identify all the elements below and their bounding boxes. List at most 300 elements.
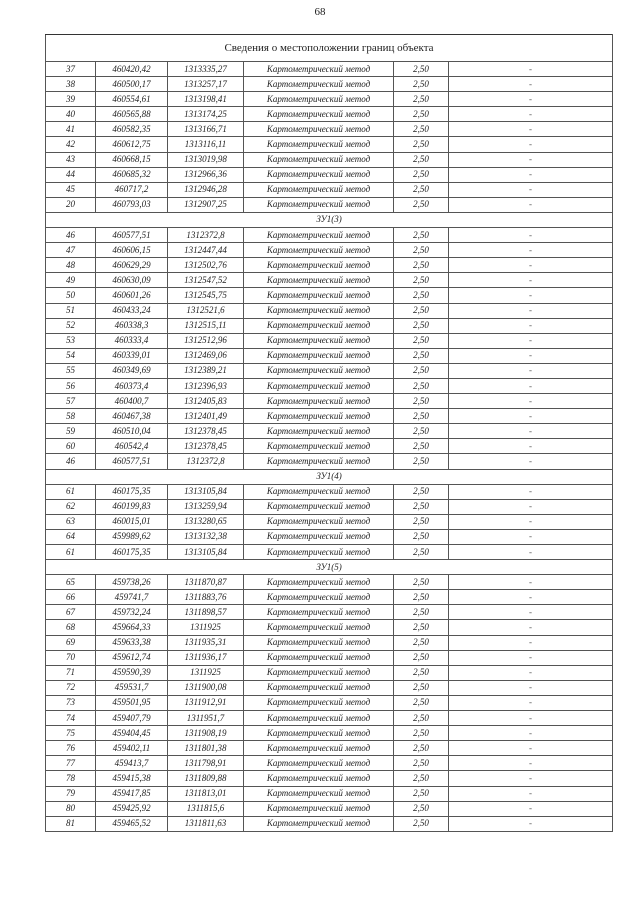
precision-cell: 2,50 bbox=[394, 726, 449, 741]
description-cell: - bbox=[449, 514, 613, 529]
description-cell: - bbox=[449, 243, 613, 258]
description-cell: - bbox=[449, 590, 613, 605]
method-cell: Картометрический метод bbox=[244, 92, 394, 107]
coordinate-x-cell: 459664,33 bbox=[96, 620, 168, 635]
method-cell: Картометрический метод bbox=[244, 711, 394, 726]
coordinate-x-cell: 460333,4 bbox=[96, 333, 168, 348]
description-cell: - bbox=[449, 122, 613, 137]
table-row bbox=[46, 605, 613, 620]
method-cell: Картометрический метод bbox=[244, 258, 394, 273]
description-cell: - bbox=[449, 771, 613, 786]
coordinate-y-cell: 1312405,83 bbox=[168, 394, 244, 409]
precision-cell: 2,50 bbox=[394, 816, 449, 831]
point-number-cell: 66 bbox=[46, 590, 96, 605]
precision-cell: 2,50 bbox=[394, 575, 449, 590]
point-number-cell: 57 bbox=[46, 394, 96, 409]
method-cell: Картометрический метод bbox=[244, 167, 394, 182]
precision-cell: 2,50 bbox=[394, 439, 449, 454]
coordinate-y-cell: 1311912,91 bbox=[168, 695, 244, 710]
coordinate-x-cell: 460685,32 bbox=[96, 167, 168, 182]
table-row bbox=[46, 394, 613, 409]
method-cell: Картометрический метод bbox=[244, 122, 394, 137]
point-number-cell: 47 bbox=[46, 243, 96, 258]
table-row bbox=[46, 258, 613, 273]
method-cell: Картометрический метод bbox=[244, 62, 394, 77]
method-cell: Картометрический метод bbox=[244, 529, 394, 544]
coordinate-y-cell: 1312545,75 bbox=[168, 288, 244, 303]
coordinate-y-cell: 1312907,25 bbox=[168, 197, 244, 212]
coordinate-x-cell: 460175,35 bbox=[96, 484, 168, 499]
coordinate-x-cell: 460400,7 bbox=[96, 394, 168, 409]
table-row bbox=[46, 590, 613, 605]
page-number: 68 bbox=[314, 6, 326, 18]
method-cell: Картометрический метод bbox=[244, 605, 394, 620]
coordinate-x-cell: 459417,85 bbox=[96, 786, 168, 801]
table-row bbox=[46, 197, 613, 212]
coordinate-x-cell: 460606,15 bbox=[96, 243, 168, 258]
precision-cell: 2,50 bbox=[394, 650, 449, 665]
section-label: ЗУ1(4) bbox=[46, 469, 613, 484]
method-cell: Картометрический метод bbox=[244, 439, 394, 454]
precision-cell: 2,50 bbox=[394, 333, 449, 348]
description-cell: - bbox=[449, 575, 613, 590]
table-row bbox=[46, 409, 613, 424]
coordinate-y-cell: 1311801,38 bbox=[168, 741, 244, 756]
point-number-cell: 51 bbox=[46, 303, 96, 318]
coordinate-x-cell: 460793,03 bbox=[96, 197, 168, 212]
precision-cell: 2,50 bbox=[394, 620, 449, 635]
point-number-cell: 46 bbox=[46, 454, 96, 469]
precision-cell: 2,50 bbox=[394, 394, 449, 409]
method-cell: Картометрический метод bbox=[244, 243, 394, 258]
method-cell: Картометрический метод bbox=[244, 575, 394, 590]
method-cell: Картометрический метод bbox=[244, 107, 394, 122]
coordinate-y-cell: 1313166,71 bbox=[168, 122, 244, 137]
table-row bbox=[46, 167, 613, 182]
coordinate-x-cell: 460015,01 bbox=[96, 514, 168, 529]
point-number-cell: 41 bbox=[46, 122, 96, 137]
precision-cell: 2,50 bbox=[394, 484, 449, 499]
point-number-cell: 45 bbox=[46, 182, 96, 197]
method-cell: Картометрический метод bbox=[244, 650, 394, 665]
precision-cell: 2,50 bbox=[394, 409, 449, 424]
precision-cell: 2,50 bbox=[394, 741, 449, 756]
method-cell: Картометрический метод bbox=[244, 333, 394, 348]
coordinate-y-cell: 1313280,65 bbox=[168, 514, 244, 529]
precision-cell: 2,50 bbox=[394, 122, 449, 137]
point-number-cell: 44 bbox=[46, 167, 96, 182]
table-row bbox=[46, 107, 613, 122]
method-cell: Картометрический метод bbox=[244, 545, 394, 560]
coordinate-x-cell: 459590,39 bbox=[96, 665, 168, 680]
table-row bbox=[46, 771, 613, 786]
method-cell: Картометрический метод bbox=[244, 303, 394, 318]
method-cell: Картометрический метод bbox=[244, 741, 394, 756]
coordinate-x-cell: 460565,88 bbox=[96, 107, 168, 122]
table-row bbox=[46, 695, 613, 710]
coordinate-x-cell: 460339,01 bbox=[96, 348, 168, 363]
coordinate-y-cell: 1311908,19 bbox=[168, 726, 244, 741]
coordinate-y-cell: 1313335,27 bbox=[168, 62, 244, 77]
coordinate-x-cell: 460542,4 bbox=[96, 439, 168, 454]
point-number-cell: 50 bbox=[46, 288, 96, 303]
description-cell: - bbox=[449, 529, 613, 544]
coordinate-x-cell: 459404,45 bbox=[96, 726, 168, 741]
coordinate-y-cell: 1312966,36 bbox=[168, 167, 244, 182]
coordinate-y-cell: 1313259,94 bbox=[168, 499, 244, 514]
description-cell: - bbox=[449, 454, 613, 469]
coordinate-y-cell: 1311900,08 bbox=[168, 680, 244, 695]
description-cell: - bbox=[449, 424, 613, 439]
precision-cell: 2,50 bbox=[394, 228, 449, 243]
precision-cell: 2,50 bbox=[394, 197, 449, 212]
coordinate-x-cell: 460601,26 bbox=[96, 288, 168, 303]
method-cell: Картометрический метод bbox=[244, 771, 394, 786]
coordinate-x-cell: 459407,79 bbox=[96, 711, 168, 726]
method-cell: Картометрический метод bbox=[244, 620, 394, 635]
precision-cell: 2,50 bbox=[394, 756, 449, 771]
coordinate-y-cell: 1312372,8 bbox=[168, 454, 244, 469]
point-number-cell: 61 bbox=[46, 545, 96, 560]
table-row bbox=[46, 801, 613, 816]
coordinate-x-cell: 460433,24 bbox=[96, 303, 168, 318]
precision-cell: 2,50 bbox=[394, 605, 449, 620]
description-cell: - bbox=[449, 801, 613, 816]
coordinate-x-cell: 459501,95 bbox=[96, 695, 168, 710]
precision-cell: 2,50 bbox=[394, 303, 449, 318]
coordinate-x-cell: 460467,38 bbox=[96, 409, 168, 424]
point-number-cell: 46 bbox=[46, 228, 96, 243]
point-number-cell: 74 bbox=[46, 711, 96, 726]
description-cell: - bbox=[449, 363, 613, 378]
description-cell: - bbox=[449, 378, 613, 393]
method-cell: Картометрический метод bbox=[244, 635, 394, 650]
coordinate-y-cell: 1311870,87 bbox=[168, 575, 244, 590]
coordinate-y-cell: 1313105,84 bbox=[168, 484, 244, 499]
precision-cell: 2,50 bbox=[394, 363, 449, 378]
coordinate-y-cell: 1313132,38 bbox=[168, 529, 244, 544]
precision-cell: 2,50 bbox=[394, 182, 449, 197]
coordinate-x-cell: 459612,74 bbox=[96, 650, 168, 665]
coordinate-x-cell: 460175,35 bbox=[96, 545, 168, 560]
precision-cell: 2,50 bbox=[394, 62, 449, 77]
description-cell: - bbox=[449, 650, 613, 665]
coordinate-y-cell: 1311809,88 bbox=[168, 771, 244, 786]
description-cell: - bbox=[449, 695, 613, 710]
table-row bbox=[46, 77, 613, 92]
table-row bbox=[46, 243, 613, 258]
table-row bbox=[46, 756, 613, 771]
point-number-cell: 38 bbox=[46, 77, 96, 92]
point-number-cell: 39 bbox=[46, 92, 96, 107]
point-number-cell: 69 bbox=[46, 635, 96, 650]
coordinate-y-cell: 1311883,76 bbox=[168, 590, 244, 605]
method-cell: Картометрический метод bbox=[244, 394, 394, 409]
method-cell: Картометрический метод bbox=[244, 499, 394, 514]
description-cell: - bbox=[449, 394, 613, 409]
precision-cell: 2,50 bbox=[394, 680, 449, 695]
coordinate-x-cell: 460338,3 bbox=[96, 318, 168, 333]
precision-cell: 2,50 bbox=[394, 348, 449, 363]
description-cell: - bbox=[449, 605, 613, 620]
table-row bbox=[46, 786, 613, 801]
coordinate-y-cell: 1312378,45 bbox=[168, 424, 244, 439]
method-cell: Картометрический метод bbox=[244, 786, 394, 801]
precision-cell: 2,50 bbox=[394, 665, 449, 680]
table-row bbox=[46, 318, 613, 333]
point-number-cell: 48 bbox=[46, 258, 96, 273]
point-number-cell: 20 bbox=[46, 197, 96, 212]
precision-cell: 2,50 bbox=[394, 529, 449, 544]
precision-cell: 2,50 bbox=[394, 801, 449, 816]
table-row bbox=[46, 152, 613, 167]
table-row bbox=[46, 273, 613, 288]
coordinate-x-cell: 460554,61 bbox=[96, 92, 168, 107]
description-cell: - bbox=[449, 333, 613, 348]
coordinate-y-cell: 1313116,11 bbox=[168, 137, 244, 152]
precision-cell: 2,50 bbox=[394, 499, 449, 514]
table-row bbox=[46, 529, 613, 544]
method-cell: Картометрический метод bbox=[244, 680, 394, 695]
description-cell: - bbox=[449, 228, 613, 243]
point-number-cell: 65 bbox=[46, 575, 96, 590]
coordinate-y-cell: 1311798,91 bbox=[168, 756, 244, 771]
point-number-cell: 78 bbox=[46, 771, 96, 786]
method-cell: Картометрический метод bbox=[244, 273, 394, 288]
coordinate-x-cell: 460420,42 bbox=[96, 62, 168, 77]
table-row bbox=[46, 680, 613, 695]
coordinate-x-cell: 459633,38 bbox=[96, 635, 168, 650]
coordinate-y-cell: 1311811,63 bbox=[168, 816, 244, 831]
table-row bbox=[46, 348, 613, 363]
method-cell: Картометрический метод bbox=[244, 726, 394, 741]
coordinate-x-cell: 459738,26 bbox=[96, 575, 168, 590]
coordinate-y-cell: 1311935,31 bbox=[168, 635, 244, 650]
coordinate-x-cell: 460199,83 bbox=[96, 499, 168, 514]
section-row bbox=[46, 560, 613, 575]
point-number-cell: 40 bbox=[46, 107, 96, 122]
point-number-cell: 43 bbox=[46, 152, 96, 167]
coordinate-x-cell: 460349,69 bbox=[96, 363, 168, 378]
coordinate-y-cell: 1312946,28 bbox=[168, 182, 244, 197]
description-cell: - bbox=[449, 620, 613, 635]
table-row bbox=[46, 665, 613, 680]
precision-cell: 2,50 bbox=[394, 378, 449, 393]
method-cell: Картометрический метод bbox=[244, 695, 394, 710]
description-cell: - bbox=[449, 726, 613, 741]
method-cell: Картометрический метод bbox=[244, 197, 394, 212]
point-number-cell: 58 bbox=[46, 409, 96, 424]
coordinate-y-cell: 1312378,45 bbox=[168, 439, 244, 454]
table-row bbox=[46, 288, 613, 303]
coordinate-y-cell: 1312396,93 bbox=[168, 378, 244, 393]
point-number-cell: 76 bbox=[46, 741, 96, 756]
point-number-cell: 75 bbox=[46, 726, 96, 741]
coordinate-y-cell: 1311951,7 bbox=[168, 711, 244, 726]
coordinate-x-cell: 460500,17 bbox=[96, 77, 168, 92]
coordinate-y-cell: 1312515,11 bbox=[168, 318, 244, 333]
table-row bbox=[46, 303, 613, 318]
table-row bbox=[46, 454, 613, 469]
precision-cell: 2,50 bbox=[394, 771, 449, 786]
description-cell: - bbox=[449, 197, 613, 212]
coordinate-x-cell: 460582,35 bbox=[96, 122, 168, 137]
table-row bbox=[46, 711, 613, 726]
description-cell: - bbox=[449, 152, 613, 167]
point-number-cell: 67 bbox=[46, 605, 96, 620]
description-cell: - bbox=[449, 484, 613, 499]
point-number-cell: 54 bbox=[46, 348, 96, 363]
coordinate-x-cell: 460510,04 bbox=[96, 424, 168, 439]
coordinate-y-cell: 1312469,06 bbox=[168, 348, 244, 363]
method-cell: Картометрический метод bbox=[244, 348, 394, 363]
point-number-cell: 64 bbox=[46, 529, 96, 544]
coordinate-x-cell: 460577,51 bbox=[96, 454, 168, 469]
description-cell: - bbox=[449, 182, 613, 197]
section-label: ЗУ1(5) bbox=[46, 560, 613, 575]
description-cell: - bbox=[449, 741, 613, 756]
description-cell: - bbox=[449, 680, 613, 695]
coordinate-x-cell: 460630,09 bbox=[96, 273, 168, 288]
description-cell: - bbox=[449, 816, 613, 831]
point-number-cell: 59 bbox=[46, 424, 96, 439]
description-cell: - bbox=[449, 756, 613, 771]
method-cell: Картометрический метод bbox=[244, 514, 394, 529]
table-row bbox=[46, 635, 613, 650]
point-number-cell: 81 bbox=[46, 816, 96, 831]
section-row bbox=[46, 212, 613, 227]
coordinate-y-cell: 1311815,6 bbox=[168, 801, 244, 816]
table-row bbox=[46, 424, 613, 439]
coordinate-y-cell: 1313019,98 bbox=[168, 152, 244, 167]
precision-cell: 2,50 bbox=[394, 695, 449, 710]
precision-cell: 2,50 bbox=[394, 514, 449, 529]
method-cell: Картометрический метод bbox=[244, 152, 394, 167]
method-cell: Картометрический метод bbox=[244, 288, 394, 303]
coordinate-y-cell: 1313198,41 bbox=[168, 92, 244, 107]
point-number-cell: 80 bbox=[46, 801, 96, 816]
table-row bbox=[46, 137, 613, 152]
table-row bbox=[46, 816, 613, 831]
coordinate-y-cell: 1312521,6 bbox=[168, 303, 244, 318]
description-cell: - bbox=[449, 303, 613, 318]
coordinate-x-cell: 460612,75 bbox=[96, 137, 168, 152]
coordinate-y-cell: 1312372,8 bbox=[168, 228, 244, 243]
table-row bbox=[46, 62, 613, 77]
precision-cell: 2,50 bbox=[394, 590, 449, 605]
point-number-cell: 61 bbox=[46, 484, 96, 499]
method-cell: Картометрический метод bbox=[244, 816, 394, 831]
description-cell: - bbox=[449, 137, 613, 152]
point-number-cell: 77 bbox=[46, 756, 96, 771]
method-cell: Картометрический метод bbox=[244, 590, 394, 605]
precision-cell: 2,50 bbox=[394, 92, 449, 107]
point-number-cell: 63 bbox=[46, 514, 96, 529]
precision-cell: 2,50 bbox=[394, 635, 449, 650]
table-row bbox=[46, 363, 613, 378]
description-cell: - bbox=[449, 635, 613, 650]
precision-cell: 2,50 bbox=[394, 711, 449, 726]
coordinate-x-cell: 460373,4 bbox=[96, 378, 168, 393]
coordinate-x-cell: 460577,51 bbox=[96, 228, 168, 243]
point-number-cell: 42 bbox=[46, 137, 96, 152]
coordinate-x-cell: 459989,62 bbox=[96, 529, 168, 544]
coordinate-y-cell: 1311925 bbox=[168, 665, 244, 680]
coordinate-y-cell: 1311936,17 bbox=[168, 650, 244, 665]
method-cell: Картометрический метод bbox=[244, 228, 394, 243]
coordinate-y-cell: 1312389,21 bbox=[168, 363, 244, 378]
table-row bbox=[46, 741, 613, 756]
boundary-coordinates-table bbox=[45, 34, 613, 832]
table-row bbox=[46, 378, 613, 393]
method-cell: Картометрический метод bbox=[244, 484, 394, 499]
method-cell: Картометрический метод bbox=[244, 424, 394, 439]
coordinate-y-cell: 1312502,76 bbox=[168, 258, 244, 273]
method-cell: Картометрический метод bbox=[244, 801, 394, 816]
precision-cell: 2,50 bbox=[394, 243, 449, 258]
description-cell: - bbox=[449, 107, 613, 122]
table-row bbox=[46, 228, 613, 243]
precision-cell: 2,50 bbox=[394, 107, 449, 122]
coordinate-x-cell: 459425,92 bbox=[96, 801, 168, 816]
table-row bbox=[46, 484, 613, 499]
section-row bbox=[46, 469, 613, 484]
coordinate-y-cell: 1311898,57 bbox=[168, 605, 244, 620]
description-cell: - bbox=[449, 77, 613, 92]
coordinate-y-cell: 1312447,44 bbox=[168, 243, 244, 258]
precision-cell: 2,50 bbox=[394, 318, 449, 333]
coordinate-x-cell: 459415,38 bbox=[96, 771, 168, 786]
description-cell: - bbox=[449, 288, 613, 303]
table-row bbox=[46, 333, 613, 348]
method-cell: Картометрический метод bbox=[244, 318, 394, 333]
table-row bbox=[46, 650, 613, 665]
coordinate-y-cell: 1313257,17 bbox=[168, 77, 244, 92]
point-number-cell: 68 bbox=[46, 620, 96, 635]
coordinate-y-cell: 1311813,01 bbox=[168, 786, 244, 801]
coordinate-y-cell: 1313105,84 bbox=[168, 545, 244, 560]
description-cell: - bbox=[449, 409, 613, 424]
point-number-cell: 49 bbox=[46, 273, 96, 288]
description-cell: - bbox=[449, 545, 613, 560]
coordinate-y-cell: 1312547,52 bbox=[168, 273, 244, 288]
point-number-cell: 55 bbox=[46, 363, 96, 378]
description-cell: - bbox=[449, 786, 613, 801]
table-row bbox=[46, 182, 613, 197]
description-cell: - bbox=[449, 665, 613, 680]
method-cell: Картометрический метод bbox=[244, 363, 394, 378]
point-number-cell: 70 bbox=[46, 650, 96, 665]
coordinate-x-cell: 460717,2 bbox=[96, 182, 168, 197]
table-row bbox=[46, 514, 613, 529]
coordinate-y-cell: 1312512,96 bbox=[168, 333, 244, 348]
point-number-cell: 72 bbox=[46, 680, 96, 695]
precision-cell: 2,50 bbox=[394, 288, 449, 303]
method-cell: Картометрический метод bbox=[244, 77, 394, 92]
table-row bbox=[46, 122, 613, 137]
description-cell: - bbox=[449, 167, 613, 182]
description-cell: - bbox=[449, 318, 613, 333]
method-cell: Картометрический метод bbox=[244, 665, 394, 680]
point-number-cell: 37 bbox=[46, 62, 96, 77]
precision-cell: 2,50 bbox=[394, 424, 449, 439]
method-cell: Картометрический метод bbox=[244, 378, 394, 393]
method-cell: Картометрический метод bbox=[244, 137, 394, 152]
point-number-cell: 73 bbox=[46, 695, 96, 710]
description-cell: - bbox=[449, 273, 613, 288]
description-cell: - bbox=[449, 92, 613, 107]
coordinate-x-cell: 459402,11 bbox=[96, 741, 168, 756]
